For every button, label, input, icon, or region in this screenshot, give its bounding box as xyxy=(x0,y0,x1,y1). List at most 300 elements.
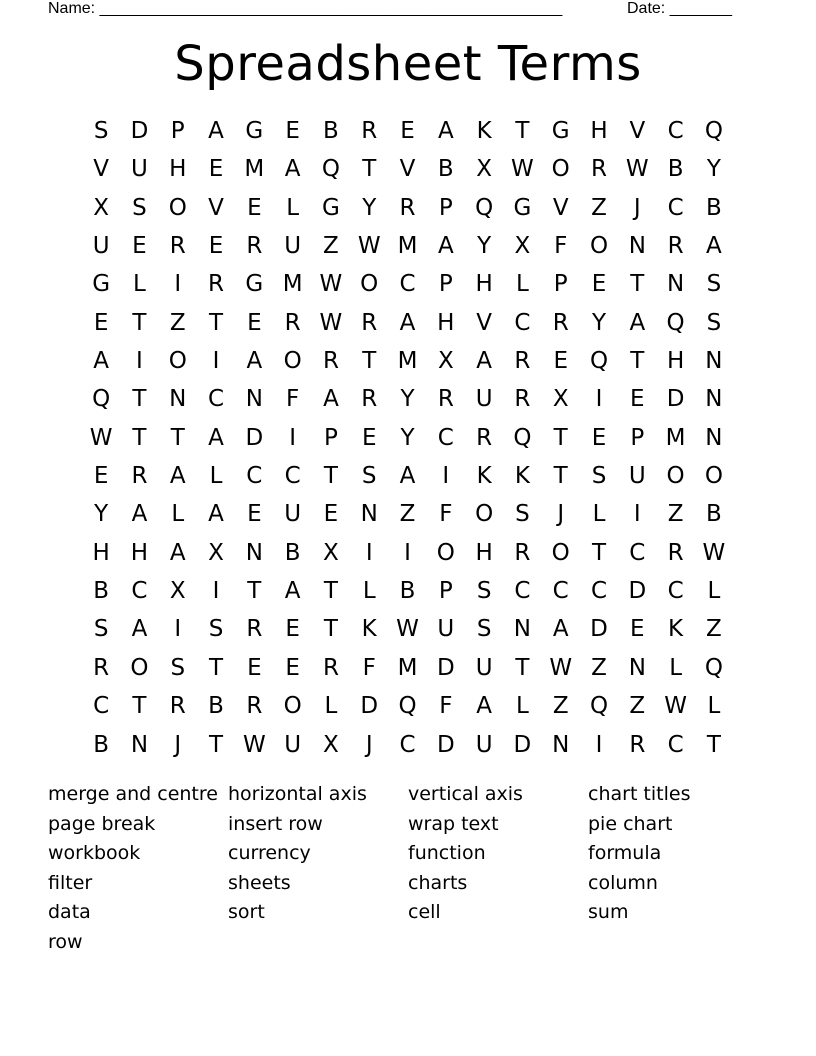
grid-letter: A xyxy=(284,156,301,183)
grid-letter: I xyxy=(212,348,220,375)
grid-letter: N xyxy=(360,501,378,528)
grid-letter: A xyxy=(208,118,224,144)
grid-letter: Z xyxy=(399,501,416,528)
grid-letter: T xyxy=(132,693,147,720)
grid-letter: O xyxy=(551,156,570,183)
grid-letter: Y xyxy=(706,156,721,183)
grid-letter: T xyxy=(591,539,607,566)
grid-letter: R xyxy=(514,539,531,566)
grid-letter: G xyxy=(92,271,111,298)
grid-letter: O xyxy=(436,539,455,566)
word-bank-item: page break xyxy=(48,812,156,835)
grid-letter: S xyxy=(476,616,492,643)
grid-letter: K xyxy=(476,118,492,144)
grid-letter: P xyxy=(323,424,338,451)
grid-letter: S xyxy=(515,501,530,528)
grid-letter: A xyxy=(629,309,646,336)
grid-letter: N xyxy=(705,424,723,451)
grid-letter: E xyxy=(285,654,300,681)
grid-letter: T xyxy=(209,654,224,681)
grid-letter: Z xyxy=(667,501,684,528)
grid-letter: Y xyxy=(400,386,415,413)
grid-letter: V xyxy=(629,118,646,144)
grid-letter: S xyxy=(132,194,147,221)
grid-letter: E xyxy=(247,194,262,221)
grid-letter: W xyxy=(549,654,573,681)
grid-letter: R xyxy=(246,233,263,260)
grid-letter: D xyxy=(436,654,455,681)
word-bank-item: insert row xyxy=(228,812,323,835)
grid-letter: A xyxy=(284,578,301,605)
grid-letter: M xyxy=(397,233,418,260)
word-bank-item: row xyxy=(48,930,83,953)
grid-letter: I xyxy=(136,348,143,375)
word-bank-item: sum xyxy=(588,901,629,924)
grid-letter: I xyxy=(365,539,373,566)
grid-letter: U xyxy=(284,731,302,758)
grid-letter: A xyxy=(437,118,454,144)
grid-letter: G xyxy=(322,194,340,221)
grid-letter: O xyxy=(704,463,723,490)
grid-letter: S xyxy=(93,118,109,144)
grid-letter: E xyxy=(630,386,645,413)
page-title: Spreadsheet Terms xyxy=(174,36,642,92)
grid-letter: N xyxy=(705,386,723,413)
grid-letter: L xyxy=(133,271,146,298)
grid-letter: T xyxy=(323,616,338,643)
grid-letter: I xyxy=(595,731,603,758)
grid-letter: N xyxy=(666,271,685,298)
grid-letter: E xyxy=(247,501,262,528)
grid-letter: C xyxy=(246,463,263,490)
word-bank-item: sort xyxy=(228,901,265,924)
grid-letter: N xyxy=(245,386,263,413)
grid-letter: N xyxy=(513,616,532,643)
grid-letter: A xyxy=(131,501,148,528)
grid-letter: E xyxy=(361,424,377,451)
grid-letter: U xyxy=(475,386,493,413)
grid-letter: M xyxy=(397,654,418,681)
grid-letter: R xyxy=(131,463,148,490)
grid-letter: Q xyxy=(92,386,111,413)
grid-letter: C xyxy=(590,578,608,605)
grid-letter: U xyxy=(131,156,148,183)
grid-letter: U xyxy=(92,233,110,260)
grid-letter: S xyxy=(476,578,492,605)
grid-letter: X xyxy=(323,731,339,758)
grid-letter: G xyxy=(551,118,570,144)
word-bank-item: formula xyxy=(588,842,662,865)
grid-letter: A xyxy=(399,309,416,336)
grid-letter: B xyxy=(667,156,684,183)
grid-letter: W xyxy=(702,539,726,566)
grid-letter: R xyxy=(208,271,225,298)
grid-letter: F xyxy=(554,233,568,260)
grid-letter: I xyxy=(633,501,641,528)
grid-letter: L xyxy=(171,501,185,528)
grid-letter: B xyxy=(284,539,301,566)
grid-letter: R xyxy=(437,386,454,413)
grid-letter: N xyxy=(130,731,149,758)
grid-letter: W xyxy=(396,616,419,643)
grid-letter: R xyxy=(552,309,569,336)
grid-letter: C xyxy=(667,578,684,605)
grid-letter: B xyxy=(208,693,224,720)
grid-letter: N xyxy=(628,233,646,260)
grid-letter: O xyxy=(360,271,379,298)
grid-letter: Y xyxy=(400,424,415,451)
grid-letter: S xyxy=(208,616,224,643)
grid-letter: A xyxy=(246,348,263,375)
word-bank-item: workbook xyxy=(48,842,141,865)
grid-letter: T xyxy=(362,348,377,375)
grid-letter: F xyxy=(362,654,376,681)
word-bank-item: merge and centre xyxy=(48,783,218,805)
grid-letter: I xyxy=(289,424,297,451)
grid-letter: X xyxy=(476,156,492,183)
grid-letter: B xyxy=(706,501,722,528)
word-bank-item: chart titles xyxy=(588,783,691,805)
grid-letter: U xyxy=(628,463,646,490)
grid-letter: T xyxy=(706,731,721,758)
grid-letter: C xyxy=(437,424,454,451)
grid-letter: R xyxy=(629,731,646,758)
grid-letter: A xyxy=(476,693,492,720)
grid-letter: G xyxy=(245,118,264,144)
grid-letter: H xyxy=(437,309,455,336)
word-bank-item: cell xyxy=(408,901,441,924)
grid-letter: L xyxy=(707,693,721,720)
grid-letter: H xyxy=(92,539,110,566)
grid-letter: Q xyxy=(589,693,609,720)
grid-letter: T xyxy=(362,156,377,183)
grid-letter: D xyxy=(436,731,455,758)
word-bank-item: vertical axis xyxy=(408,783,523,805)
grid-letter: A xyxy=(208,501,224,528)
grid-letter: R xyxy=(667,539,684,566)
grid-letter: L xyxy=(362,578,376,605)
word-bank-item: pie chart xyxy=(588,812,673,835)
grid-letter: Q xyxy=(589,348,609,375)
grid-letter: C xyxy=(629,539,646,566)
grid-letter: D xyxy=(590,616,608,643)
grid-letter: Z xyxy=(706,616,722,643)
grid-letter: B xyxy=(706,194,722,221)
grid-letter: A xyxy=(131,616,148,643)
grid-letter: L xyxy=(516,693,529,720)
grid-letter: P xyxy=(438,271,453,298)
grid-letter: V xyxy=(93,156,110,183)
grid-letter: A xyxy=(437,233,454,260)
grid-letter: G xyxy=(245,271,264,298)
word-bank-item: filter xyxy=(48,871,93,894)
date-line: Date: _______ xyxy=(627,0,732,17)
grid-letter: N xyxy=(169,386,187,413)
grid-letter: K xyxy=(668,616,684,643)
grid-letter: S xyxy=(706,271,722,298)
grid-letter: R xyxy=(514,386,531,413)
grid-letter: G xyxy=(513,194,532,221)
grid-letter: N xyxy=(705,348,723,375)
grid-letter: E xyxy=(323,501,339,528)
grid-letter: O xyxy=(551,539,570,566)
grid-letter: T xyxy=(132,424,147,451)
grid-letter: W xyxy=(242,731,266,758)
grid-letter: C xyxy=(667,118,684,144)
grid-letter: O xyxy=(168,348,187,375)
grid-letter: Z xyxy=(591,654,607,681)
grid-letter: C xyxy=(667,194,684,221)
grid-letter: E xyxy=(591,424,607,451)
grid-letter: I xyxy=(595,386,603,413)
grid-letter: C xyxy=(131,578,148,605)
grid-letter: E xyxy=(553,348,568,375)
grid-letter: L xyxy=(707,578,721,605)
grid-letter: E xyxy=(285,118,300,144)
word-bank-item: currency xyxy=(228,842,311,865)
grid-letter: S xyxy=(591,463,607,490)
grid-letter: W xyxy=(357,233,381,260)
grid-letter: T xyxy=(630,348,645,375)
grid-letter: B xyxy=(93,731,110,758)
grid-letter: R xyxy=(322,348,339,375)
grid-letter: T xyxy=(209,731,224,758)
grid-letter: R xyxy=(361,309,378,336)
grid-letter: U xyxy=(284,233,302,260)
grid-letter: O xyxy=(475,501,494,528)
grid-letter: C xyxy=(552,578,569,605)
grid-letter: T xyxy=(209,309,224,336)
grid-letter: B xyxy=(93,578,110,605)
grid-letter: H xyxy=(475,539,493,566)
grid-letter: O xyxy=(283,348,302,375)
grid-letter: R xyxy=(476,424,493,451)
grid-letter: R xyxy=(514,348,531,375)
grid-letter: A xyxy=(323,386,339,413)
grid-letter: A xyxy=(706,233,722,260)
grid-letter: R xyxy=(284,309,301,336)
grid-letter: R xyxy=(93,654,110,681)
grid-letter: S xyxy=(93,616,109,643)
grid-letter: X xyxy=(208,539,224,566)
grid-letter: I xyxy=(174,616,182,643)
grid-letter: Y xyxy=(591,309,607,336)
grid-letter: E xyxy=(93,309,109,336)
grid-letter: L xyxy=(324,693,338,720)
grid-letter: X xyxy=(437,348,454,375)
header xyxy=(48,0,768,20)
grid-letter: H xyxy=(475,271,493,298)
grid-letter: T xyxy=(515,118,530,144)
grid-letter: B xyxy=(399,578,416,605)
grid-letter: C xyxy=(514,578,531,605)
grid-letter: E xyxy=(591,271,607,298)
word-bank xyxy=(48,780,768,958)
word-bank-item: sheets xyxy=(228,871,291,894)
grid-letter: I xyxy=(442,463,450,490)
name-line: Name: ____________________________________________________ xyxy=(48,0,563,17)
grid-letter: L xyxy=(286,194,300,221)
grid-letter: I xyxy=(404,539,411,566)
grid-letter: E xyxy=(285,616,300,643)
grid-letter: T xyxy=(170,424,185,451)
grid-letter: T xyxy=(515,654,530,681)
grid-letter: X xyxy=(93,194,110,221)
grid-letter: F xyxy=(439,693,453,720)
grid-letter: T xyxy=(132,386,147,413)
grid-letter: S xyxy=(170,654,186,681)
grid-letter: W xyxy=(625,156,649,183)
grid-letter: F xyxy=(439,501,453,528)
grid-letter: E xyxy=(247,654,262,681)
grid-letter: W xyxy=(319,309,343,336)
grid-letter: T xyxy=(323,578,338,605)
grid-letter: Q xyxy=(513,424,532,451)
grid-letter: U xyxy=(437,616,455,643)
grid-letter: L xyxy=(669,654,683,681)
grid-letter: I xyxy=(174,271,182,298)
grid-letter: K xyxy=(361,616,377,643)
grid-letter: E xyxy=(132,233,147,260)
grid-letter: D xyxy=(513,731,532,758)
grid-letter: Q xyxy=(321,156,340,183)
grid-letter: L xyxy=(516,271,529,298)
grid-letter: H xyxy=(666,348,685,375)
grid-letter: U xyxy=(475,731,493,758)
grid-letter: U xyxy=(475,654,493,681)
grid-letter: C xyxy=(667,731,684,758)
grid-letter: V xyxy=(208,194,224,221)
grid-letter: B xyxy=(323,118,339,144)
word-bank-item: column xyxy=(588,871,658,894)
grid-letter: H xyxy=(169,156,187,183)
grid-letter: W xyxy=(319,271,343,298)
grid-letter: O xyxy=(168,194,187,221)
grid-letter: E xyxy=(208,156,224,183)
word-bank-item: function xyxy=(408,842,486,865)
grid-letter: X xyxy=(323,539,339,566)
grid-letter: C xyxy=(399,731,416,758)
grid-letter: O xyxy=(283,693,302,720)
grid-letter: S xyxy=(361,463,377,490)
grid-letter: J xyxy=(174,731,182,758)
grid-letter: B xyxy=(437,156,454,183)
grid-letter: Z xyxy=(629,693,646,720)
grid-letter: E xyxy=(93,463,109,490)
grid-letter: C xyxy=(399,271,416,298)
grid-letter: Q xyxy=(475,194,494,221)
grid-letter: M xyxy=(282,271,303,298)
grid-letter: A xyxy=(208,424,224,451)
grid-letter: K xyxy=(476,463,492,490)
grid-letter: V xyxy=(476,309,492,336)
grid-letter: P xyxy=(438,578,453,605)
grid-letter: Y xyxy=(94,501,109,528)
grid-letter: C xyxy=(514,309,531,336)
grid-letter: V xyxy=(399,156,416,183)
word-bank-item: charts xyxy=(408,871,468,894)
grid-letter: K xyxy=(514,463,530,490)
grid-letter: D xyxy=(245,424,264,451)
grid-letter: T xyxy=(247,578,262,605)
grid-letter: S xyxy=(706,309,722,336)
grid-letter: R xyxy=(246,616,263,643)
grid-letter: W xyxy=(511,156,534,183)
grid-letter: R xyxy=(667,233,684,260)
grid-letter: O xyxy=(130,654,149,681)
grid-letter: E xyxy=(400,118,415,144)
grid-letter: D xyxy=(628,578,647,605)
grid-letter: Z xyxy=(552,693,569,720)
word-bank-item: data xyxy=(48,901,91,924)
grid-letter: J xyxy=(557,501,565,528)
grid-letter: Y xyxy=(477,233,492,260)
grid-letter: Z xyxy=(323,233,339,260)
grid-letter: C xyxy=(208,386,225,413)
grid-letter: J xyxy=(633,194,641,221)
grid-letter: N xyxy=(628,654,646,681)
grid-letter: M xyxy=(397,348,418,375)
grid-letter: R xyxy=(591,156,607,183)
grid-letter: Q xyxy=(666,309,685,336)
grid-letter: U xyxy=(284,501,302,528)
grid-letter: R xyxy=(322,654,339,681)
grid-letter: T xyxy=(553,463,568,490)
grid-letter: A xyxy=(399,463,416,490)
grid-letter: I xyxy=(212,578,220,605)
letter-grid xyxy=(82,112,733,764)
grid-letter: W xyxy=(664,693,687,720)
grid-letter: M xyxy=(244,156,265,183)
grid-letter: A xyxy=(93,348,110,375)
grid-letter: L xyxy=(209,463,223,490)
word-bank-item: wrap text xyxy=(408,812,499,835)
grid-letter: R xyxy=(399,194,416,221)
grid-letter: R xyxy=(246,693,263,720)
grid-letter: D xyxy=(360,693,379,720)
grid-letter: A xyxy=(169,463,186,490)
grid-letter: X xyxy=(514,233,531,260)
grid-letter: D xyxy=(130,118,149,144)
grid-letter: F xyxy=(286,386,300,413)
grid-letter: O xyxy=(589,233,609,260)
grid-letter: N xyxy=(552,731,570,758)
grid-letter: R xyxy=(361,386,378,413)
grid-letter: P xyxy=(170,118,185,144)
grid-letter: E xyxy=(630,616,645,643)
grid-letter: E xyxy=(247,309,262,336)
grid-letter: T xyxy=(323,463,338,490)
grid-letter: H xyxy=(130,539,149,566)
grid-letter: M xyxy=(665,424,686,451)
grid-letter: Y xyxy=(362,194,377,221)
grid-letter: X xyxy=(552,386,569,413)
grid-letter: Q xyxy=(704,118,723,144)
grid-letter: A xyxy=(552,616,569,643)
grid-letter: E xyxy=(208,233,224,260)
grid-letter: N xyxy=(245,539,263,566)
grid-letter: R xyxy=(169,693,186,720)
grid-letter: T xyxy=(132,309,147,336)
word-bank-item: horizontal axis xyxy=(228,783,367,805)
grid-letter: J xyxy=(365,731,373,758)
grid-letter: W xyxy=(89,424,113,451)
grid-letter: D xyxy=(666,386,685,413)
grid-letter: T xyxy=(553,424,568,451)
grid-letter: A xyxy=(169,539,186,566)
grid-letter: Z xyxy=(591,194,607,221)
grid-letter: R xyxy=(361,118,378,144)
